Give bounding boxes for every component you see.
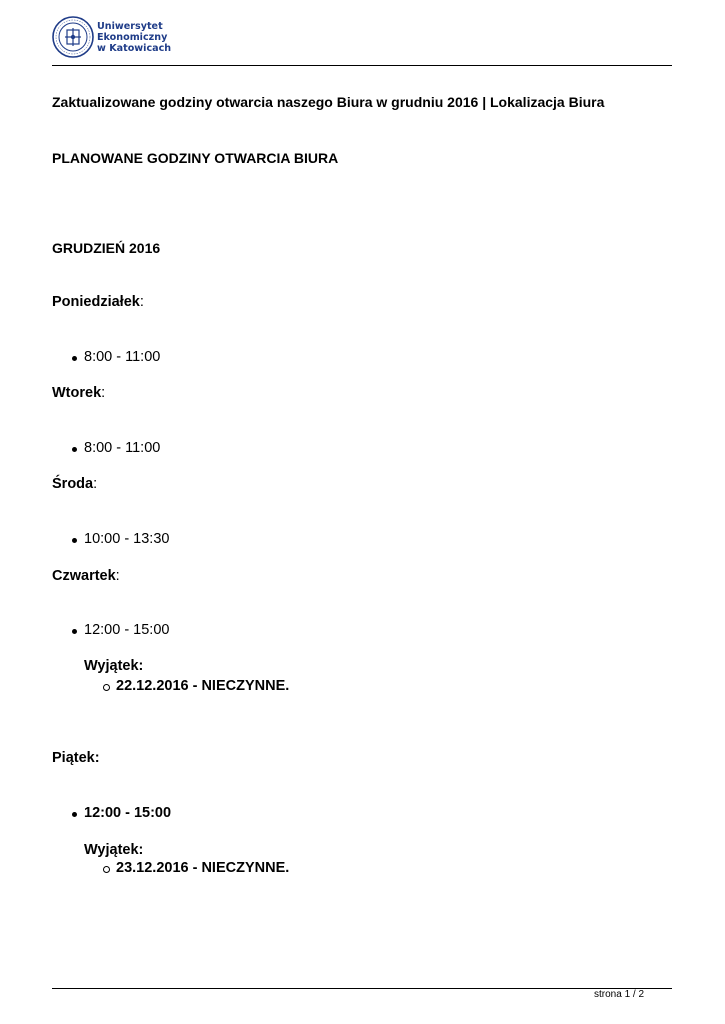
main-heading: PLANOWANE GODZINY OTWARCIA BIURA (52, 150, 339, 166)
university-logo (52, 16, 182, 62)
day-name: Poniedziałek (52, 294, 140, 310)
bullet-icon (72, 812, 77, 817)
university-seal-icon (52, 16, 94, 58)
hours-text: 10:00 - 13:30 (84, 531, 170, 547)
bullet-icon (72, 356, 77, 361)
exception-label: Wyjątek: (84, 658, 144, 674)
bullet-icon (72, 538, 77, 543)
day-wednesday (52, 476, 97, 492)
day-suffix: : (139, 294, 144, 310)
logo-line-1: Uniwersytet (97, 21, 163, 32)
day-monday (52, 294, 144, 310)
day-name: Wtorek (52, 385, 102, 401)
hours-text: 12:00 - 15:00 (84, 622, 170, 638)
logo-line-3: w Katowicach (97, 43, 172, 54)
page-indicator: strona 1 / 2 (594, 989, 645, 1000)
day-suffix: : (101, 385, 106, 401)
day-thursday (52, 568, 120, 584)
hours-text: 12:00 - 15:00 (84, 805, 172, 821)
month-heading: GRUDZIEŃ 2016 (52, 240, 161, 256)
logo-line-2: Ekonomiczny (97, 32, 168, 43)
day-name: Piątek: (52, 750, 100, 766)
bullet-icon (72, 629, 77, 634)
day-name: Środa (52, 476, 94, 492)
exception-text: 22.12.2016 - NIECZYNNE. (116, 678, 290, 694)
circle-bullet-icon (103, 684, 110, 691)
day-name: Czwartek (52, 568, 116, 584)
hours-text: 8:00 - 11:00 (84, 349, 161, 365)
document-title: Zaktualizowane godziny otwarcia naszego Biura w grudniu 2016 | Lokalizacja Biura (52, 94, 605, 110)
circle-bullet-icon (103, 866, 110, 873)
footer-divider (52, 988, 672, 989)
header-divider (52, 65, 672, 66)
exception-label: Wyjątek: (84, 842, 144, 858)
bullet-icon (72, 447, 77, 452)
day-friday (52, 750, 100, 766)
exception-text: 23.12.2016 - NIECZYNNE. (116, 860, 290, 876)
day-suffix: : (115, 568, 120, 584)
day-suffix: : (93, 476, 98, 492)
hours-text: 8:00 - 11:00 (84, 440, 161, 456)
university-name (97, 21, 171, 54)
day-tuesday (52, 385, 105, 401)
